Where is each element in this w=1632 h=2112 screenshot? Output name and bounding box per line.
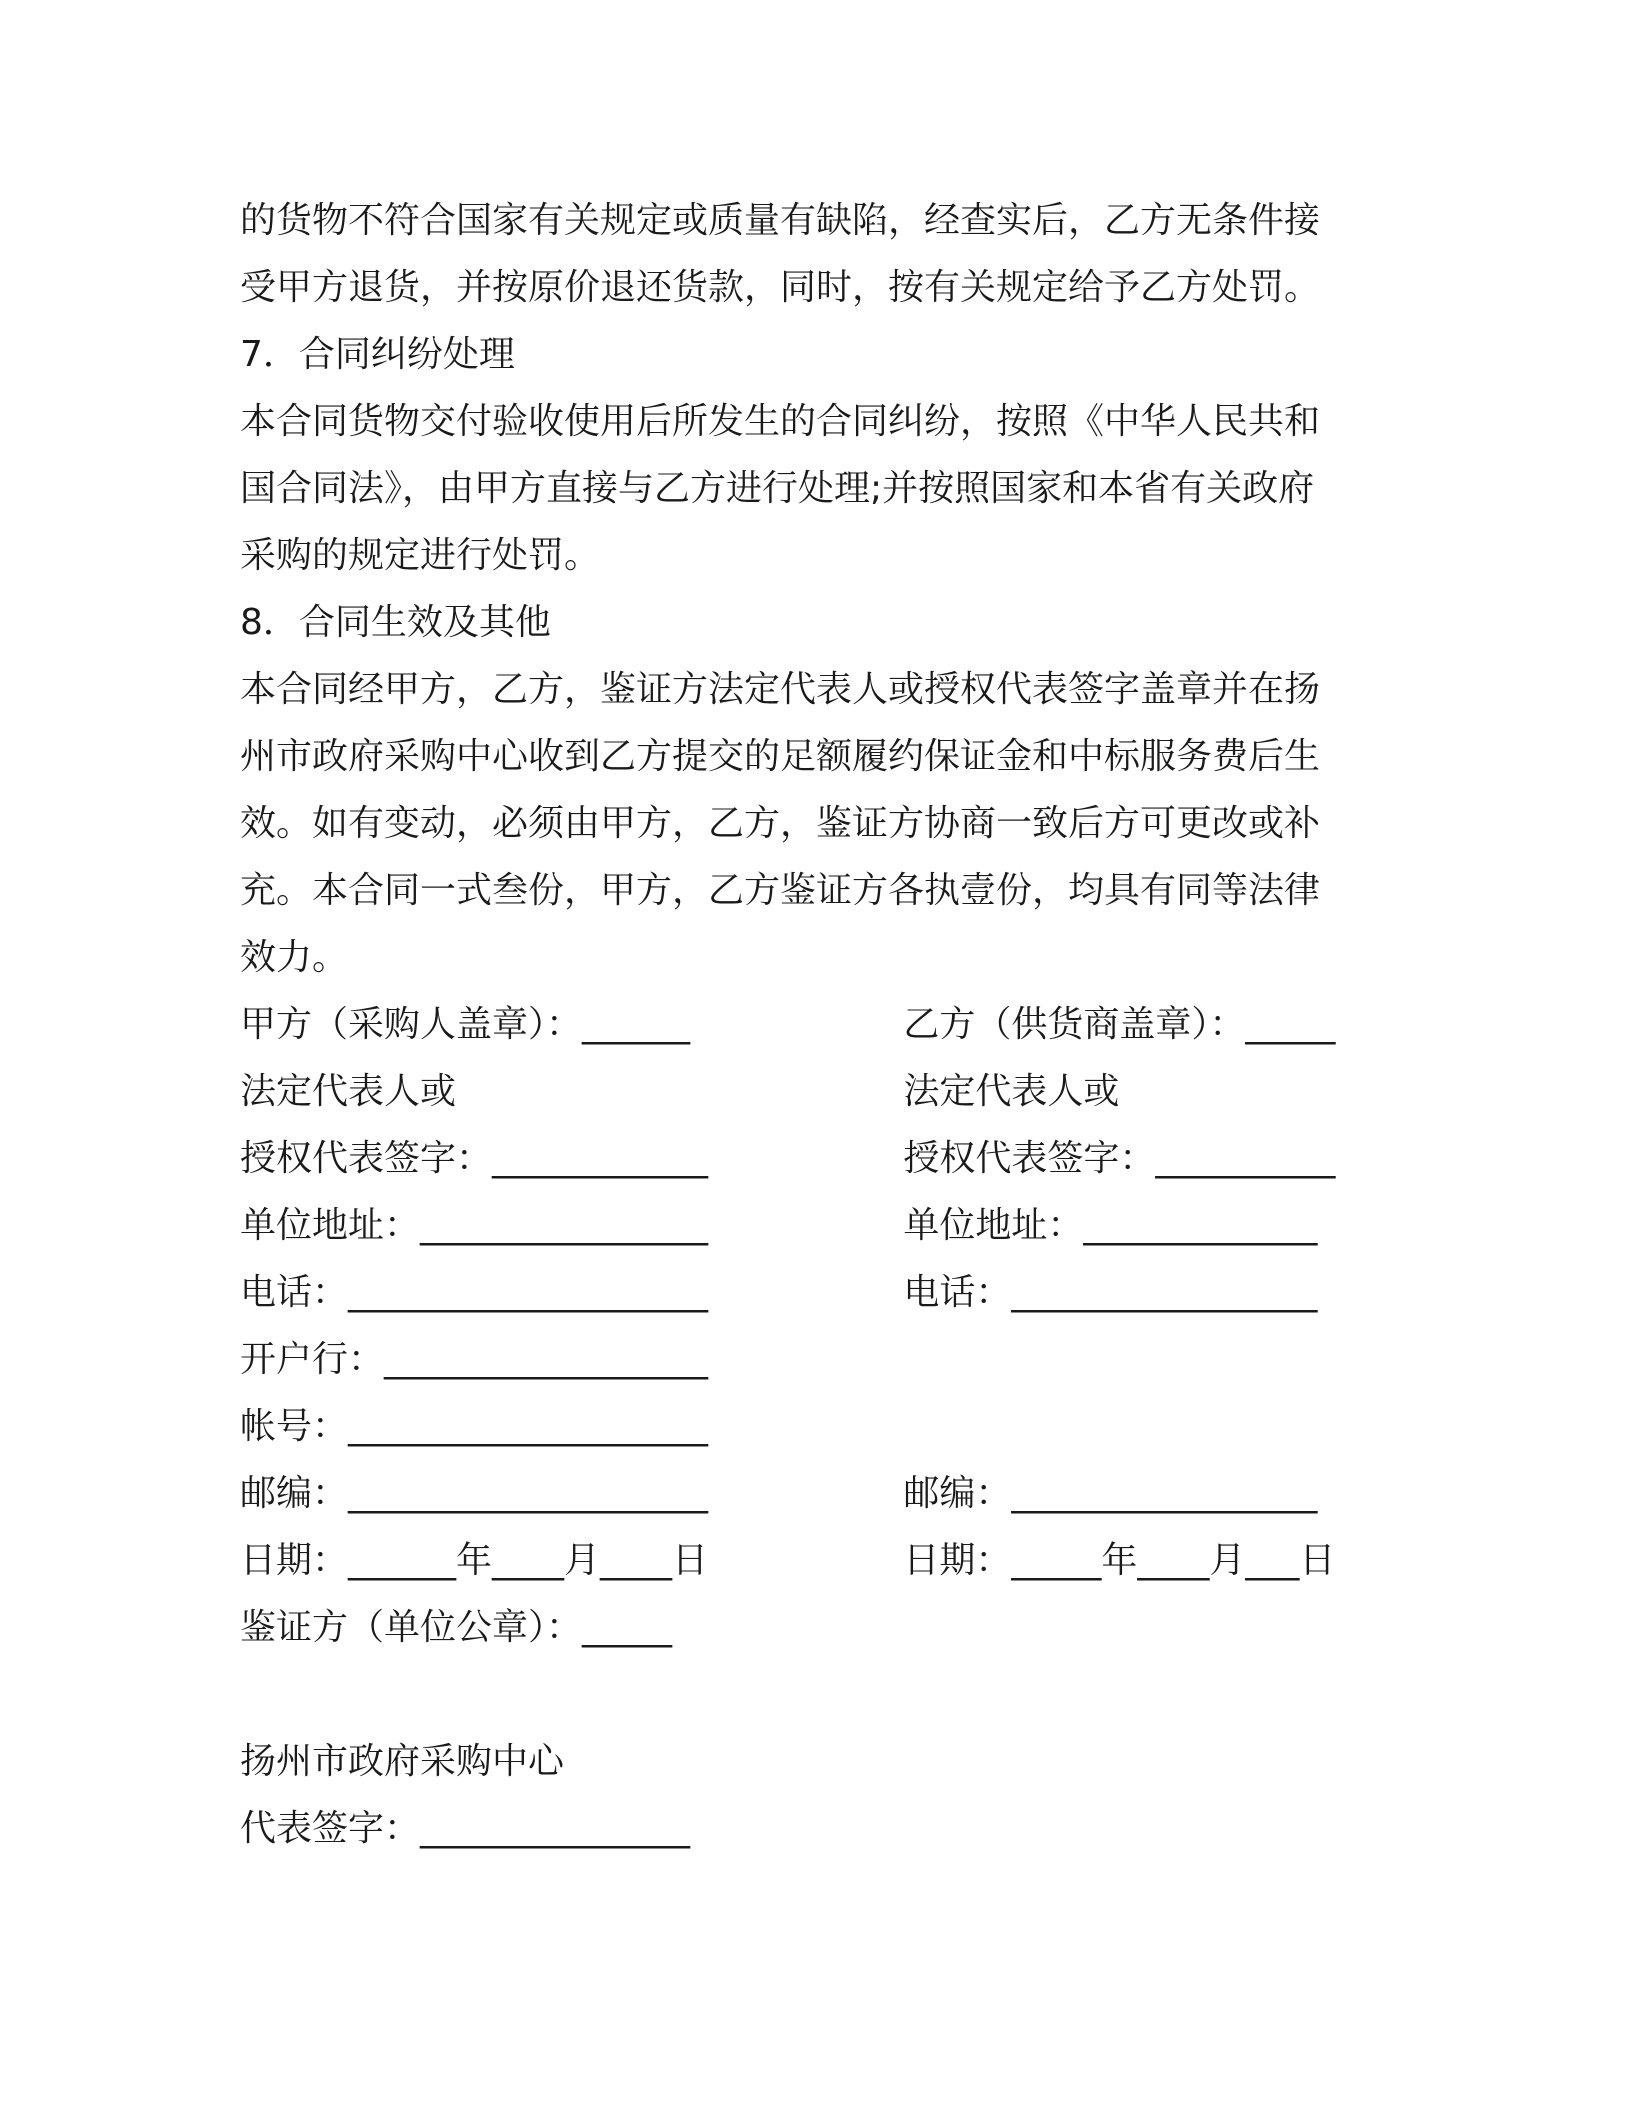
- signature-row: [240, 1192, 1400, 1259]
- party-a-address-field: 单位地址：________________: [240, 1205, 709, 1246]
- signature-row: [240, 1393, 1400, 1460]
- verifier-rep-field: 代表签字：_______________: [240, 1808, 691, 1849]
- section-heading: 8．合同生效及其他: [240, 602, 551, 643]
- party-b-rep-label: 法定代表人或: [903, 1071, 1120, 1112]
- paragraph-line: 充。本合同一式叁份，甲方，乙方鉴证方各执壹份，均具有同等法律: [240, 870, 1321, 911]
- signature-row: [240, 1460, 1400, 1527]
- paragraph-line: 国合同法》，由甲方直接与乙方进行处理;并按照国家和本省有关政府: [240, 468, 1315, 509]
- paragraph-line: 本合同货物交付验收使用后所发生的合同纠纷，按照《中华人民共和: [240, 401, 1321, 442]
- party-a-account-field: 帐号：____________________: [240, 1406, 709, 1447]
- empty-cell: [903, 1326, 1400, 1393]
- signature-row: [240, 1125, 1400, 1192]
- signature-row: [240, 1527, 1400, 1594]
- verifier-org-name: 扬州市政府采购中心: [240, 1741, 565, 1782]
- document-page: [240, 187, 1400, 1862]
- paragraph-line: 采购的规定进行处罚。: [240, 535, 601, 576]
- empty-cell: [903, 1393, 1400, 1460]
- party-b-address-field: 单位地址：_____________: [903, 1205, 1318, 1246]
- paragraph-line: 州市政府采购中心收到乙方提交的足额履约保证金和中标服务费后生: [240, 736, 1321, 777]
- party-b-seal-field: 乙方（供货商盖章）：_____: [903, 1004, 1336, 1045]
- signature-row: [240, 1326, 1400, 1393]
- paragraph-line: 本合同经甲方，乙方，鉴证方法定代表人或授权代表签字盖章并在扬: [240, 669, 1321, 710]
- party-a-phone-field: 电话：____________________: [240, 1272, 709, 1313]
- party-b-sign-field: 授权代表签字：__________: [903, 1138, 1336, 1179]
- section-heading: 7．合同纠纷处理: [240, 334, 515, 375]
- party-a-bank-field: 开户行：__________________: [240, 1339, 709, 1380]
- signature-row: [240, 991, 1400, 1058]
- signature-row: [240, 1259, 1400, 1326]
- spacer: [240, 1661, 1400, 1728]
- party-a-rep-label: 法定代表人或: [240, 1071, 457, 1112]
- paragraph-line: 效。如有变动，必须由甲方，乙方，鉴证方协商一致后方可更改或补: [240, 803, 1321, 844]
- paragraph-line: 的货物不符合国家有关规定或质量有缺陷，经查实后，乙方无条件接: [240, 200, 1321, 241]
- paragraph-line: 效力。: [240, 937, 349, 978]
- signature-row: [240, 1058, 1400, 1125]
- party-a-date-field: 日期：______年____月____日: [240, 1540, 709, 1581]
- party-a-sign-field: 授权代表签字：____________: [240, 1138, 709, 1179]
- party-a-seal-field: 甲方（采购人盖章）：______: [240, 1004, 691, 1045]
- verifier-seal-field: 鉴证方（单位公章）：_____: [240, 1607, 673, 1648]
- paragraph-line: 受甲方退货，并按原价退还货款，同时，按有关规定给予乙方处罚。: [240, 267, 1321, 308]
- party-b-zip-field: 邮编：_________________: [903, 1473, 1318, 1514]
- party-b-phone-field: 电话：_________________: [903, 1272, 1318, 1313]
- party-a-zip-field: 邮编：____________________: [240, 1473, 709, 1514]
- party-b-date-field: 日期：_____年____月___日: [903, 1540, 1336, 1581]
